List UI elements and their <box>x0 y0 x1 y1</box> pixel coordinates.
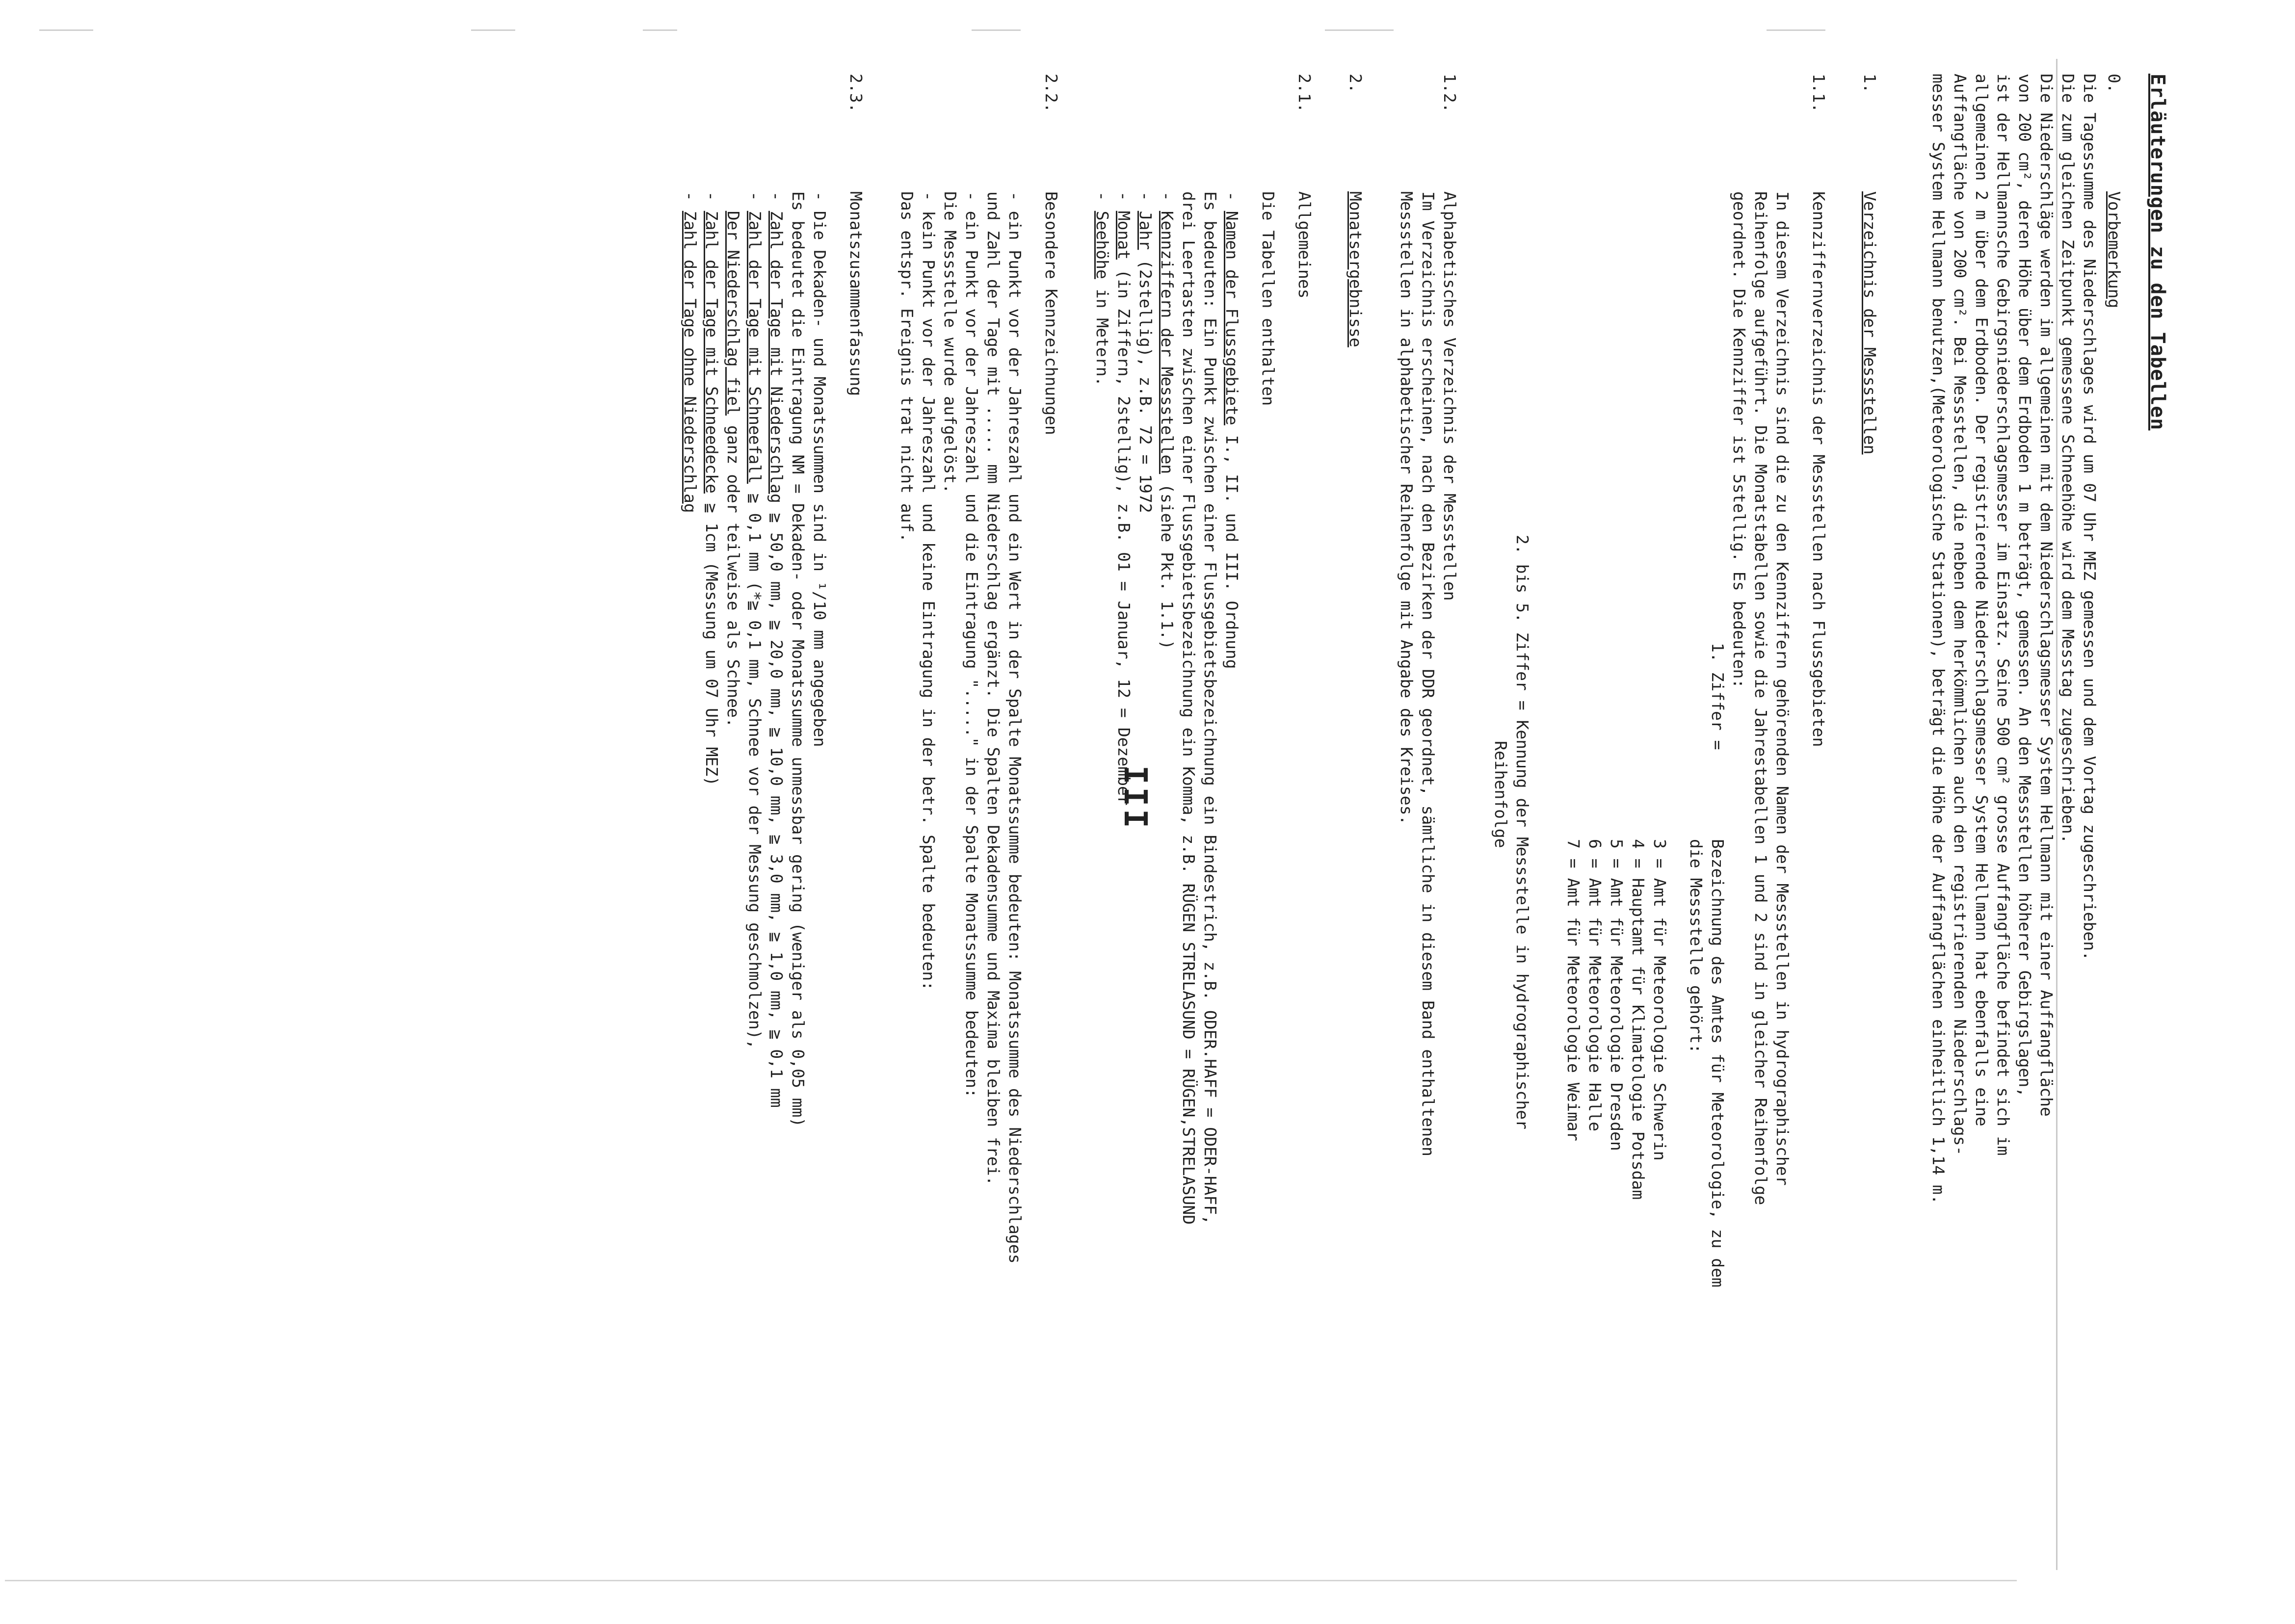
office-item: 4 = Hauptamt für Klimatologie Potsdam <box>1629 839 1648 1200</box>
section-heading: Monatszusammenfassung <box>846 191 866 396</box>
office-item: 3 = Amt für Meteorologie Schwerin <box>1650 839 1669 1161</box>
section-2-heading <box>1345 74 1366 1619</box>
list-item: - Namen der Flussgebiete I., II. und III. Ordnung <box>1222 191 1241 669</box>
text-line: Im Verzeichnis erscheinen, nach den Bezirken der DDR geordnet, sämtliche in diesem Band enthaltenen <box>1419 191 1438 1156</box>
section-number: 2.3. <box>846 74 866 113</box>
text-line: Die zum gleichen Zeitpunkt gemessene Schneehöhe wird dem Messtag zugeschrieben. <box>2058 74 2078 844</box>
text-line: In diesem Verzeichnis sind die zu den Kennziffern gehörenden Namen der Messstellen in hydrographischer <box>1773 191 1792 1186</box>
section-heading: Vorbemerkung <box>2105 191 2124 309</box>
document-body <box>679 74 2125 1619</box>
section-2-3 <box>679 74 867 1619</box>
text-line: Das entspr. Ereignis trat nicht auf. <box>897 191 917 543</box>
list-item: - Zahl der Tage ohne Niederschlag <box>681 191 700 513</box>
digit-1-label: 1. Ziffer = <box>1708 643 1727 750</box>
scan-artefact <box>471 29 515 31</box>
text-line: Die Tagessumme des Niederschlages wird um 07 Uhr MEZ gemessen und dem Vortag zugeschrieben. <box>2080 74 2099 961</box>
text-line: geordnet. Die Kennziffer ist 5stellig. Es bedeuten: <box>1730 191 1749 689</box>
list-item-cont: Der Niederschlag fiel ganz oder teilweise als Schnee. <box>724 210 743 728</box>
section-2-2 <box>896 74 1062 1619</box>
office-item: 5 = Amt für Meteorologie Dresden <box>1607 839 1626 1151</box>
text-line: Auffangfläche von 200 cm². Bei Messstellen, die neben dem herkömmlichen auch den registrierenden Niederschlags- <box>1951 74 1970 1156</box>
section-heading: Monatsergebnisse <box>1346 191 1365 347</box>
section-2-1 <box>1091 74 1315 1619</box>
digit-1-text-cont: die Messstelle gehört: <box>1687 839 1706 1054</box>
section-1-heading <box>1859 74 1880 1619</box>
text-line: Messstellen in alphabetischer Reihenfolge mit Angabe des Kreises. <box>1397 191 1416 825</box>
section-number: 2. <box>1346 74 1365 93</box>
scan-artefact <box>972 29 1021 31</box>
text-line: ist der Hellmannsche Gebirgsniederschlagsmesser im Einsatz. Seine 500 cm² grosse Auffangfläche befindet sich im <box>1994 74 2013 1156</box>
digit-2-5-label: 2. bis 5. Ziffer = <box>1513 535 1532 720</box>
scan-artefact <box>39 29 93 31</box>
section-number: 1.2. <box>1440 74 1459 113</box>
scan-artefact <box>1325 29 1394 31</box>
text-line: Die Messstelle wurde aufgelöst. <box>941 191 960 494</box>
text-line: Die Tabellen enthalten <box>1259 191 1278 406</box>
text-line: - Die Dekaden- und Monatssummen sind in ¹/10 mm angegeben <box>810 191 829 747</box>
section-0-heading <box>2103 74 2125 1619</box>
section-heading: Alphabetisches Verzeichnis der Messstellen <box>1440 191 1459 601</box>
list-item: - Zahl der Tage mit Schneefall ≧ 0,1 mm (*≧ 0,1 mm, Schnee vor der Messung geschmolzen), <box>745 191 765 1049</box>
section-heading: Verzeichnis der Messstellen <box>1860 191 1879 455</box>
section-heading: Kennziffernverzeichnis der Messstellen nach Flussgebieten <box>1809 191 1828 747</box>
section-number: 0. <box>2105 74 2124 93</box>
digit-1-definition <box>1562 191 1728 1619</box>
digit-2-5-text-cont: Reihenfolge <box>1491 741 1510 848</box>
list-item: - Zahl der Tage mit Schneedecke ≧ 1cm (Messung um 07 Uhr MEZ) <box>702 191 721 786</box>
text-line: - ein Punkt vor der Jahreszahl und ein Wert in der Spalte Monatssumme bedeuten: Monatssumme des Niederschlages <box>1005 191 1025 1264</box>
text-line: drei Leertasten zwischen einer Flussgebietsbezeichnung ein Komma, z.B. RÜGEN STRELASUND = RÜGEN,STRELASUND <box>1179 191 1198 1225</box>
text-line: messer System Hellmann benutzen,(Meteorologische Stationen), beträgt die Höhe der Auffangflächen einheitlich 1,14 m. <box>1929 74 1948 1205</box>
text-line: und Zahl der Tage mit ..... mm Niederschlag ergänzt. Die Spalten Dekadensumme und Maxima bleiben frei. <box>984 191 1003 1186</box>
office-item: 6 = Amt für Meteorologie Halle <box>1585 839 1605 1132</box>
section-number: 2.2. <box>1042 74 1061 113</box>
text-line: Die Niederschläge werden im allgemeinen mit dem Niederschlagsmesser System Hellmann mit einer Auffangfläche <box>2037 74 2056 1117</box>
page-title: Erläuterungen zu den Tabellen <box>2146 74 2169 431</box>
list-item: - Seehöhe in Metern. <box>1093 191 1112 387</box>
list-item: - Jahr (2stellig), z.B. 72 = 1972 <box>1136 191 1155 513</box>
scan-artefact <box>1767 29 1825 31</box>
section-heading: Allgemeines <box>1295 191 1314 299</box>
digit-2-5-definition <box>1490 191 1533 1619</box>
text-line: Es bedeuten: Ein Punkt zwischen einer Flussgebietsbezeichnung ein Bindestrich, z.B. ODER.HAFF = ODER-HAFF, <box>1201 191 1220 1225</box>
section-0-text <box>1927 74 2100 1619</box>
section-1-2 <box>1396 74 1460 1619</box>
section-number: 1.1. <box>1809 74 1828 113</box>
text-line: Reihenfolge aufgeführt. Die Monatstabellen sowie die Jahrestabellen 1 und 2 sind in gleicher Reihenfolge <box>1751 191 1770 1205</box>
section-1-1 <box>1490 74 1829 1619</box>
section-number: 1. <box>1860 74 1879 93</box>
rotated-document-page <box>0 54 2189 1624</box>
text-line: von 200 cm², deren Höhe über dem Erdboden 1 m beträgt, gemessen. An den Messstellen höherer Gebirgslagen, <box>2015 74 2034 1098</box>
text-line: Es bedeutet die Eintragung NM = Dekaden- oder Monatssumme unmessbar gering (weniger als 0,05 mm) <box>789 191 808 1127</box>
page-number: III <box>1117 765 1153 831</box>
text-line: allgemeinen 2 m über dem Erdboden. Der registrierende Niederschlagsmesser System Hellmann hat ebenfalls eine <box>1972 74 1991 1126</box>
list-item: - Zahl der Tage mit Niederschlag ≧ 50,0 mm, ≧ 20,0 mm, ≧ 10,0 mm, ≧ 3,0 mm, ≧ 1,0 mm, ≧ 0,1 mm <box>767 191 786 1108</box>
text-line: - kein Punkt vor der Jahreszahl und keine Eintragung in der betr. Spalte bedeuten: <box>919 191 938 991</box>
list-item: - Monat (in Ziffern, 2stellig), z.B. 01 = Januar, 12 = Dezember <box>1114 191 1134 806</box>
text-line: - ein Punkt vor der Jahreszahl und die Eintragung "....." in der Spalte Monatssumme bedeuten: <box>962 191 981 1098</box>
digit-1-text: Bezeichnung des Amtes für Meteorologie, zu dem <box>1708 839 1727 1287</box>
digit-2-5-text: Kennung der Messstelle in hydrographischer <box>1513 720 1532 1129</box>
list-item: - Kennziffern der Messstellen (siehe Pkt. 1.1.) <box>1158 191 1177 650</box>
office-item: 7 = Amt für Meteorologie Weimar <box>1564 839 1583 1141</box>
scan-artefact <box>643 29 677 31</box>
section-number: 2.1. <box>1295 74 1314 113</box>
section-heading: Besondere Kennzeichnungen <box>1042 191 1061 435</box>
